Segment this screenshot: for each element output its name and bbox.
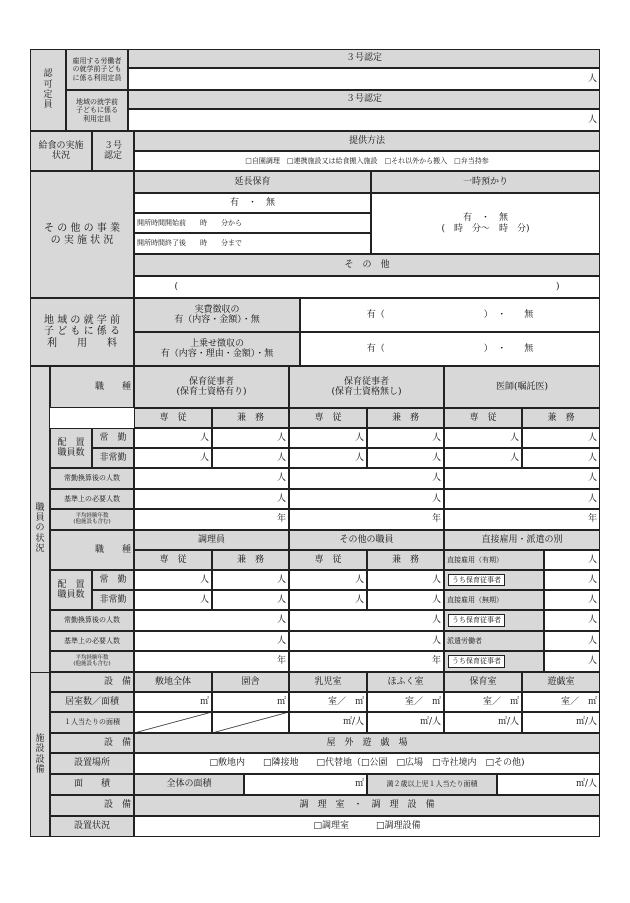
form-label-cell: 職 種: [50, 530, 134, 570]
form-field-cell[interactable]: 人: [289, 631, 444, 651]
boxed-label: うち保育従事者: [448, 614, 505, 626]
form-field-cell[interactable]: 人: [444, 468, 600, 489]
form-label-cell: 配 置 職員数: [50, 570, 92, 610]
form-field-cell[interactable]: ㎡: [212, 692, 289, 712]
form-field-cell[interactable]: 人: [128, 68, 600, 90]
form-label-cell: そ の 他: [134, 254, 600, 276]
form-label-cell: 設置状況: [50, 816, 134, 837]
form-field-cell[interactable]: 人: [289, 448, 367, 468]
form-field-cell[interactable]: 人: [544, 651, 600, 672]
form-field-cell[interactable]: 有（ ） ・ 無: [300, 332, 600, 366]
form-field-cell[interactable]: 開所時間開始前 時 分から: [134, 213, 371, 233]
form-label-cell: 面 積: [50, 774, 134, 795]
form-label-cell: 乳児室: [289, 672, 367, 692]
form-label-cell: 居室数／面積: [50, 692, 134, 712]
form-field-cell[interactable]: 室／ ㎡: [367, 692, 444, 712]
form-label-cell: ３号認定: [128, 49, 600, 68]
form-field-cell[interactable]: □敷地内 □隣接地 □代替地（□公園 □広場 □寺社境内 □その他): [134, 753, 600, 774]
form-label-cell: 保育室: [444, 672, 522, 692]
form-label-cell: 調理員: [134, 530, 289, 550]
form-field-cell[interactable]: 人: [212, 448, 289, 468]
form-label-cell: 平均経験年数 (他施設も含む): [50, 509, 134, 530]
form-field-cell[interactable]: 人: [212, 570, 289, 590]
form-label-cell: その他の職員: [289, 530, 444, 550]
form-field-cell[interactable]: 有 ・ 無 ( 時 分～ 時 分): [371, 193, 600, 254]
form-field-cell[interactable]: 有（ ） ・ 無: [300, 298, 600, 332]
form-label-cell: 職 員 の 状 況: [30, 366, 50, 691]
form-label-cell: 常 勤: [92, 570, 134, 590]
form-label-cell: 医師(嘱託医): [444, 366, 600, 408]
form-field-cell[interactable]: 人: [289, 610, 444, 631]
form-label-cell: 兼 務: [367, 550, 444, 570]
form-label-cell: 常勤換算後の人数: [50, 610, 134, 631]
form-field-cell[interactable]: 人: [134, 631, 289, 651]
form-label-cell: 屋 外 遊 戯 場: [134, 733, 600, 753]
form-field-cell[interactable]: 室／ ㎡: [522, 692, 600, 712]
form-label-cell: 常 勤: [92, 428, 134, 448]
form-label-cell: 敷地全体: [134, 672, 212, 692]
form-field-cell[interactable]: 人: [444, 489, 600, 509]
form-field-cell[interactable]: 人: [367, 448, 444, 468]
form-label-cell: ３号認定: [128, 90, 600, 109]
form-field-cell[interactable]: 人: [289, 428, 367, 448]
form-label-cell: 基準上の必要人数: [50, 489, 134, 509]
form-label-cell: 専 従: [134, 550, 212, 570]
form-label-cell: 全体の面積: [134, 774, 244, 795]
form-field-cell[interactable]: ( ): [134, 276, 600, 298]
form-label-cell: 専 従: [289, 550, 367, 570]
form-label-cell: 常勤換算後の人数: [50, 468, 134, 489]
form-label-cell: 雇用する労働者 の就学前子ども に係る利用定員: [66, 49, 128, 90]
form-label-cell: 給食の実施 状況: [30, 131, 92, 171]
form-field-cell[interactable]: ㎡: [134, 692, 212, 712]
form-label-cell: 専 従: [444, 408, 522, 428]
form-label-cell: 兼 務: [522, 408, 600, 428]
form-field-cell[interactable]: 人: [134, 468, 289, 489]
form-field-cell[interactable]: □調理室 □調理設備: [134, 816, 600, 837]
form-label-cell: ３号 認定: [92, 131, 134, 171]
form-field-cell[interactable]: 人: [289, 570, 367, 590]
form-label-cell: 平均経験年数 (他施設も含む): [50, 651, 134, 672]
form-label-cell: 設置場所: [50, 753, 134, 774]
boxed-label: うち保育従事者: [448, 574, 505, 586]
form-field-cell[interactable]: 人: [289, 590, 367, 610]
form-field-cell[interactable]: 開所時間終了後 時 分まで: [134, 233, 371, 254]
form-label-cell: 直接雇用（有期）: [444, 550, 544, 570]
form-label-cell: 配 置 職員数: [50, 428, 92, 468]
form-field-cell[interactable]: 人: [289, 468, 444, 489]
form-label-cell: 設 備: [50, 795, 134, 816]
form-field-cell[interactable]: 人: [444, 428, 522, 448]
form-field-cell[interactable]: 人: [134, 428, 212, 448]
form-field-cell[interactable]: ㎡/人: [367, 712, 444, 733]
form-field-cell[interactable]: 人: [128, 109, 600, 131]
form-label-cell: 兼 務: [212, 550, 289, 570]
form-label-cell: 園舎: [212, 672, 289, 692]
form-label-cell: 上乗せ徴収の 有（内容・理由・金額）・無: [134, 332, 300, 366]
form-label-cell: 兼 務: [367, 408, 444, 428]
form-field-cell[interactable]: 人: [134, 570, 212, 590]
form-field-cell[interactable]: □自園調理 □連携施設又は給食搬入施設 □それ以外から搬入 □弁当持参: [134, 151, 600, 171]
form-label-cell: 一時預かり: [371, 171, 600, 193]
form-field-cell[interactable]: 人: [134, 448, 212, 468]
form-label-cell: 専 従: [289, 408, 367, 428]
form-label-cell: 保育従事者 (保育士資格有り): [134, 366, 289, 408]
form-label-cell: 認 可 定 員: [30, 49, 66, 131]
form-label-cell: 兼 務: [212, 408, 289, 428]
not-applicable-slash: [212, 712, 289, 733]
form-label-cell: 非常勤: [92, 448, 134, 468]
boxed-label: うち保育従事者: [448, 655, 505, 667]
form-label-cell: 設 備: [50, 733, 134, 753]
form-field-cell[interactable]: 人: [544, 590, 600, 610]
form-field-cell[interactable]: ㎡: [244, 774, 367, 795]
form-field-cell[interactable]: 人: [522, 448, 600, 468]
form-label-cell: 基準上の必要人数: [50, 631, 134, 651]
form-field-cell[interactable]: 人: [544, 610, 600, 631]
form-label-cell: [444, 651, 544, 672]
form-label-cell: [444, 610, 544, 631]
form-label-cell: 提供方法: [134, 131, 600, 151]
form-label-cell: 専 従: [134, 408, 212, 428]
form-field-cell[interactable]: 人: [134, 590, 212, 610]
form-label-cell: 調 理 室 ・ 調 理 設 備: [134, 795, 600, 816]
form-label-cell: 地域の就学前 子どもに係る 利用定員: [66, 90, 128, 131]
form-field-cell[interactable]: 人: [367, 428, 444, 448]
form-label-cell: 施 設 設 備: [30, 672, 50, 837]
form-field-cell[interactable]: 人: [544, 550, 600, 570]
form-label-cell: 設 備: [50, 672, 134, 692]
form-label-cell: 直接雇用・派遣の別: [444, 530, 600, 550]
form-field-cell[interactable]: ㎡/人: [497, 774, 600, 795]
form-field-cell[interactable]: 室／ ㎡: [444, 692, 522, 712]
form-field-cell[interactable]: 人: [444, 448, 522, 468]
form-label-cell: 非常勤: [92, 590, 134, 610]
form-label-cell: 実費徴収の 有（内容・金額）・無: [134, 298, 300, 332]
form-field-cell[interactable]: 人: [367, 570, 444, 590]
form-field-cell[interactable]: 人: [134, 610, 289, 631]
form-field-cell[interactable]: 有 ・ 無: [134, 193, 371, 213]
form-field-cell[interactable]: ㎡/人: [444, 712, 522, 733]
form-label-cell: そ の 他 の 事 業 の 実 施 状 況: [30, 171, 134, 298]
form-label-cell: ほふく室: [367, 672, 444, 692]
form-field-cell[interactable]: 年: [134, 651, 289, 672]
form-field-cell[interactable]: 年: [289, 651, 444, 672]
form-field-cell[interactable]: 人: [289, 489, 444, 509]
form-label-cell: 延長保育: [134, 171, 371, 193]
form-field-cell[interactable]: 年: [134, 509, 289, 530]
form-field-cell[interactable]: 人: [544, 631, 600, 651]
form-field-cell[interactable]: ㎡/人: [522, 712, 600, 733]
form-field-cell[interactable]: 年: [289, 509, 444, 530]
form-field-cell[interactable]: 室／ ㎡: [289, 692, 367, 712]
form-field-cell[interactable]: 人: [212, 590, 289, 610]
form-label-cell: １人当たりの面積: [50, 712, 134, 733]
form-field-cell[interactable]: 人: [212, 428, 289, 448]
form-label-cell: [444, 570, 544, 590]
form-label-cell: 満２歳以上児１人当たり面積: [367, 774, 497, 795]
form-label-cell: 職 種: [50, 366, 134, 408]
form-field-cell[interactable]: 人: [134, 489, 289, 509]
form-label-cell: 遊戯室: [522, 672, 600, 692]
form-label-cell: 地 域 の 就 学 前 子 ど も に 係 る 利 用 料: [30, 298, 134, 366]
form-field-cell[interactable]: 人: [544, 570, 600, 590]
form-field-cell[interactable]: 人: [522, 428, 600, 448]
form-field-cell[interactable]: 人: [367, 590, 444, 610]
form-label-cell: 保育従事者 (保育士資格無し): [289, 366, 444, 408]
form-field-cell[interactable]: 年: [444, 509, 600, 530]
form-field-cell[interactable]: ㎡/人: [289, 712, 367, 733]
facility-info-form: [30, 49, 600, 837]
form-label-cell: 直接雇用（無期）: [444, 590, 544, 610]
form-label-cell: 派遣労働者: [444, 631, 544, 651]
not-applicable-slash: [134, 712, 212, 733]
